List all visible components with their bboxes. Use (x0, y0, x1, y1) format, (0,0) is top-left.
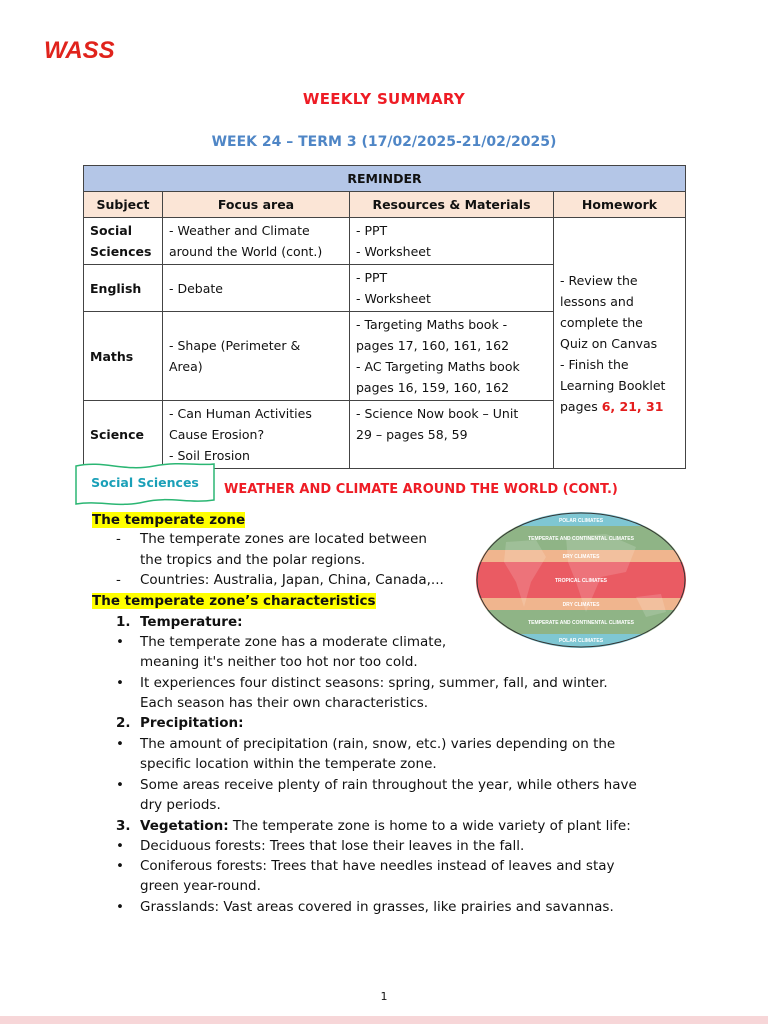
bullet-icon: • (116, 858, 124, 874)
column-header: Homework (554, 192, 686, 218)
focus-text: - Debate (169, 280, 223, 296)
precipitation-title: Precipitation: (140, 715, 244, 731)
table-row (84, 218, 686, 265)
body-text: Grasslands: Vast areas covered in grasses, like prairies and savannas. (140, 899, 614, 915)
zone-heading: The temperate zone (92, 512, 246, 528)
map-band-label: POLAR CLIMATES (558, 518, 604, 524)
footer-band (0, 1016, 768, 1024)
reminder-table (83, 165, 686, 469)
resource-text: - PPT (356, 270, 388, 285)
section-tag-label: Social Sciences (91, 475, 199, 490)
focus-cell (163, 401, 350, 469)
homework-pages (560, 396, 679, 417)
subject-text: Maths (90, 348, 134, 364)
subject-text: Science (90, 427, 144, 442)
section-tag (74, 460, 216, 508)
resources-cell (350, 218, 554, 265)
body-text: The amount of precipitation (rain, snow, etc.) varies depending on the (140, 736, 616, 752)
bullet-icon: • (116, 777, 124, 793)
body-text: It experiences four distinct seasons: spring, summer, fall, and winter. (140, 675, 608, 691)
resource-text: - Science Now book – Unit (356, 406, 519, 421)
dash-bullet: - (116, 531, 121, 547)
resource-text: - PPT (356, 223, 388, 238)
body-text: green year-round. (140, 878, 261, 894)
focus-text: Area) (169, 359, 203, 374)
homework-text: Quiz on Canvas (560, 335, 658, 351)
homework-text: lessons and (560, 293, 634, 309)
focus-text: - Can Human Activities (169, 406, 312, 421)
resource-text: pages 17, 160, 161, 162 (356, 338, 510, 353)
homework-text: - Review the (560, 272, 638, 288)
week-subtitle: WEEK 24 – TERM 3 (17/02/2025-21/02/2025) (211, 134, 557, 150)
subject-cell (84, 312, 163, 401)
body-text: Coniferous forests: Trees that have needles instead of leaves and stay (140, 858, 615, 874)
column-header: Focus area (163, 192, 350, 218)
map-band-label: POLAR CLIMATES (558, 638, 604, 644)
logo-text: WASS (44, 37, 115, 64)
column-header: Resources & Materials (350, 192, 554, 218)
resources-cell (350, 312, 554, 401)
focus-cell (163, 265, 350, 312)
homework-text: Learning Booklet (560, 377, 666, 393)
subject-cell (84, 265, 163, 312)
subject-text: Social (90, 223, 133, 238)
characteristics-heading: The temperate zone’s characteristics (92, 593, 376, 609)
list-number: 2. (116, 715, 131, 731)
table-header-row (84, 192, 686, 218)
body-text: The temperate zone is home to a wide variety of plant life: (228, 818, 631, 834)
map-band-label: DRY CLIMATES (562, 602, 600, 608)
zone-text: the tropics and the polar regions. (140, 552, 366, 568)
map-band-label: TROPICAL CLIMATES (554, 578, 608, 584)
wass-logo (44, 36, 148, 64)
page-number: 1 (380, 990, 388, 1003)
bullet-icon: • (116, 899, 124, 915)
list-number: 1. (116, 614, 131, 630)
focus-text: - Shape (Perimeter & (169, 338, 301, 353)
resources-cell (350, 265, 554, 312)
focus-text: - Soil Erosion (169, 448, 250, 463)
focus-text: Cause Erosion? (169, 427, 265, 442)
map-band-label: TEMPERATE AND CONTINENTAL CLIMATES (528, 620, 634, 626)
homework-cell (554, 218, 686, 469)
resource-text: - Targeting Maths book - (356, 317, 508, 332)
subject-text: Sciences (90, 244, 152, 259)
body-text: Each season has their own characteristics. (140, 695, 429, 711)
homework-text: - Finish the (560, 356, 629, 372)
body-text: Some areas receive plenty of rain throughout the year, while others have (140, 777, 637, 793)
resource-text: pages 16, 159, 160, 162 (356, 380, 510, 395)
bullet-icon: • (116, 736, 124, 752)
resource-text: 29 – pages 58, 59 (356, 427, 468, 442)
focus-text: - Weather and Climate (169, 223, 310, 238)
subject-cell (84, 401, 163, 469)
body-text: specific location within the temperate zone. (140, 756, 437, 772)
bullet-icon: • (116, 838, 124, 854)
homework-text: complete the (560, 314, 643, 330)
body-text: meaning it's neither too hot nor too cold. (140, 654, 418, 670)
bullet-icon: • (116, 634, 124, 650)
list-number: 3. (116, 818, 131, 834)
page-title: WEEKLY SUMMARY (302, 90, 466, 108)
focus-text: around the World (cont.) (169, 244, 323, 259)
homework-pages-prefix: pages (560, 398, 598, 414)
resource-text: - Worksheet (356, 244, 431, 259)
subject-cell (84, 218, 163, 265)
body-text: Deciduous forests: Trees that lose their leaves in the fall. (140, 838, 525, 854)
vegetation-title: Vegetation: (140, 818, 229, 834)
body-text: dry periods. (140, 797, 221, 813)
reminder-banner: REMINDER (84, 166, 686, 192)
climate-zones-map (476, 512, 686, 648)
zone-text: The temperate zones are located between (140, 531, 427, 547)
homework-pages-highlight: 6, 21, 31 (601, 398, 664, 414)
vegetation-line (140, 816, 631, 837)
bullet-icon: • (116, 675, 124, 691)
zone-text: Countries: Australia, Japan, China, Canada,... (140, 572, 444, 588)
temperature-title: Temperature: (140, 614, 243, 630)
focus-cell (163, 218, 350, 265)
resources-cell (350, 401, 554, 469)
focus-cell (163, 312, 350, 401)
column-header: Subject (84, 192, 163, 218)
map-band-label: DRY CLIMATES (562, 554, 600, 560)
section-heading: WEATHER AND CLIMATE AROUND THE WORLD (CONT.) (224, 482, 618, 497)
subject-text: English (90, 280, 142, 296)
map-band-label: TEMPERATE AND CONTINENTAL CLIMATES (528, 536, 634, 542)
dash-bullet: - (116, 572, 121, 588)
body-text: The temperate zone has a moderate climate, (140, 634, 447, 650)
resource-text: - AC Targeting Maths book (356, 359, 520, 374)
resource-text: - Worksheet (356, 291, 431, 306)
